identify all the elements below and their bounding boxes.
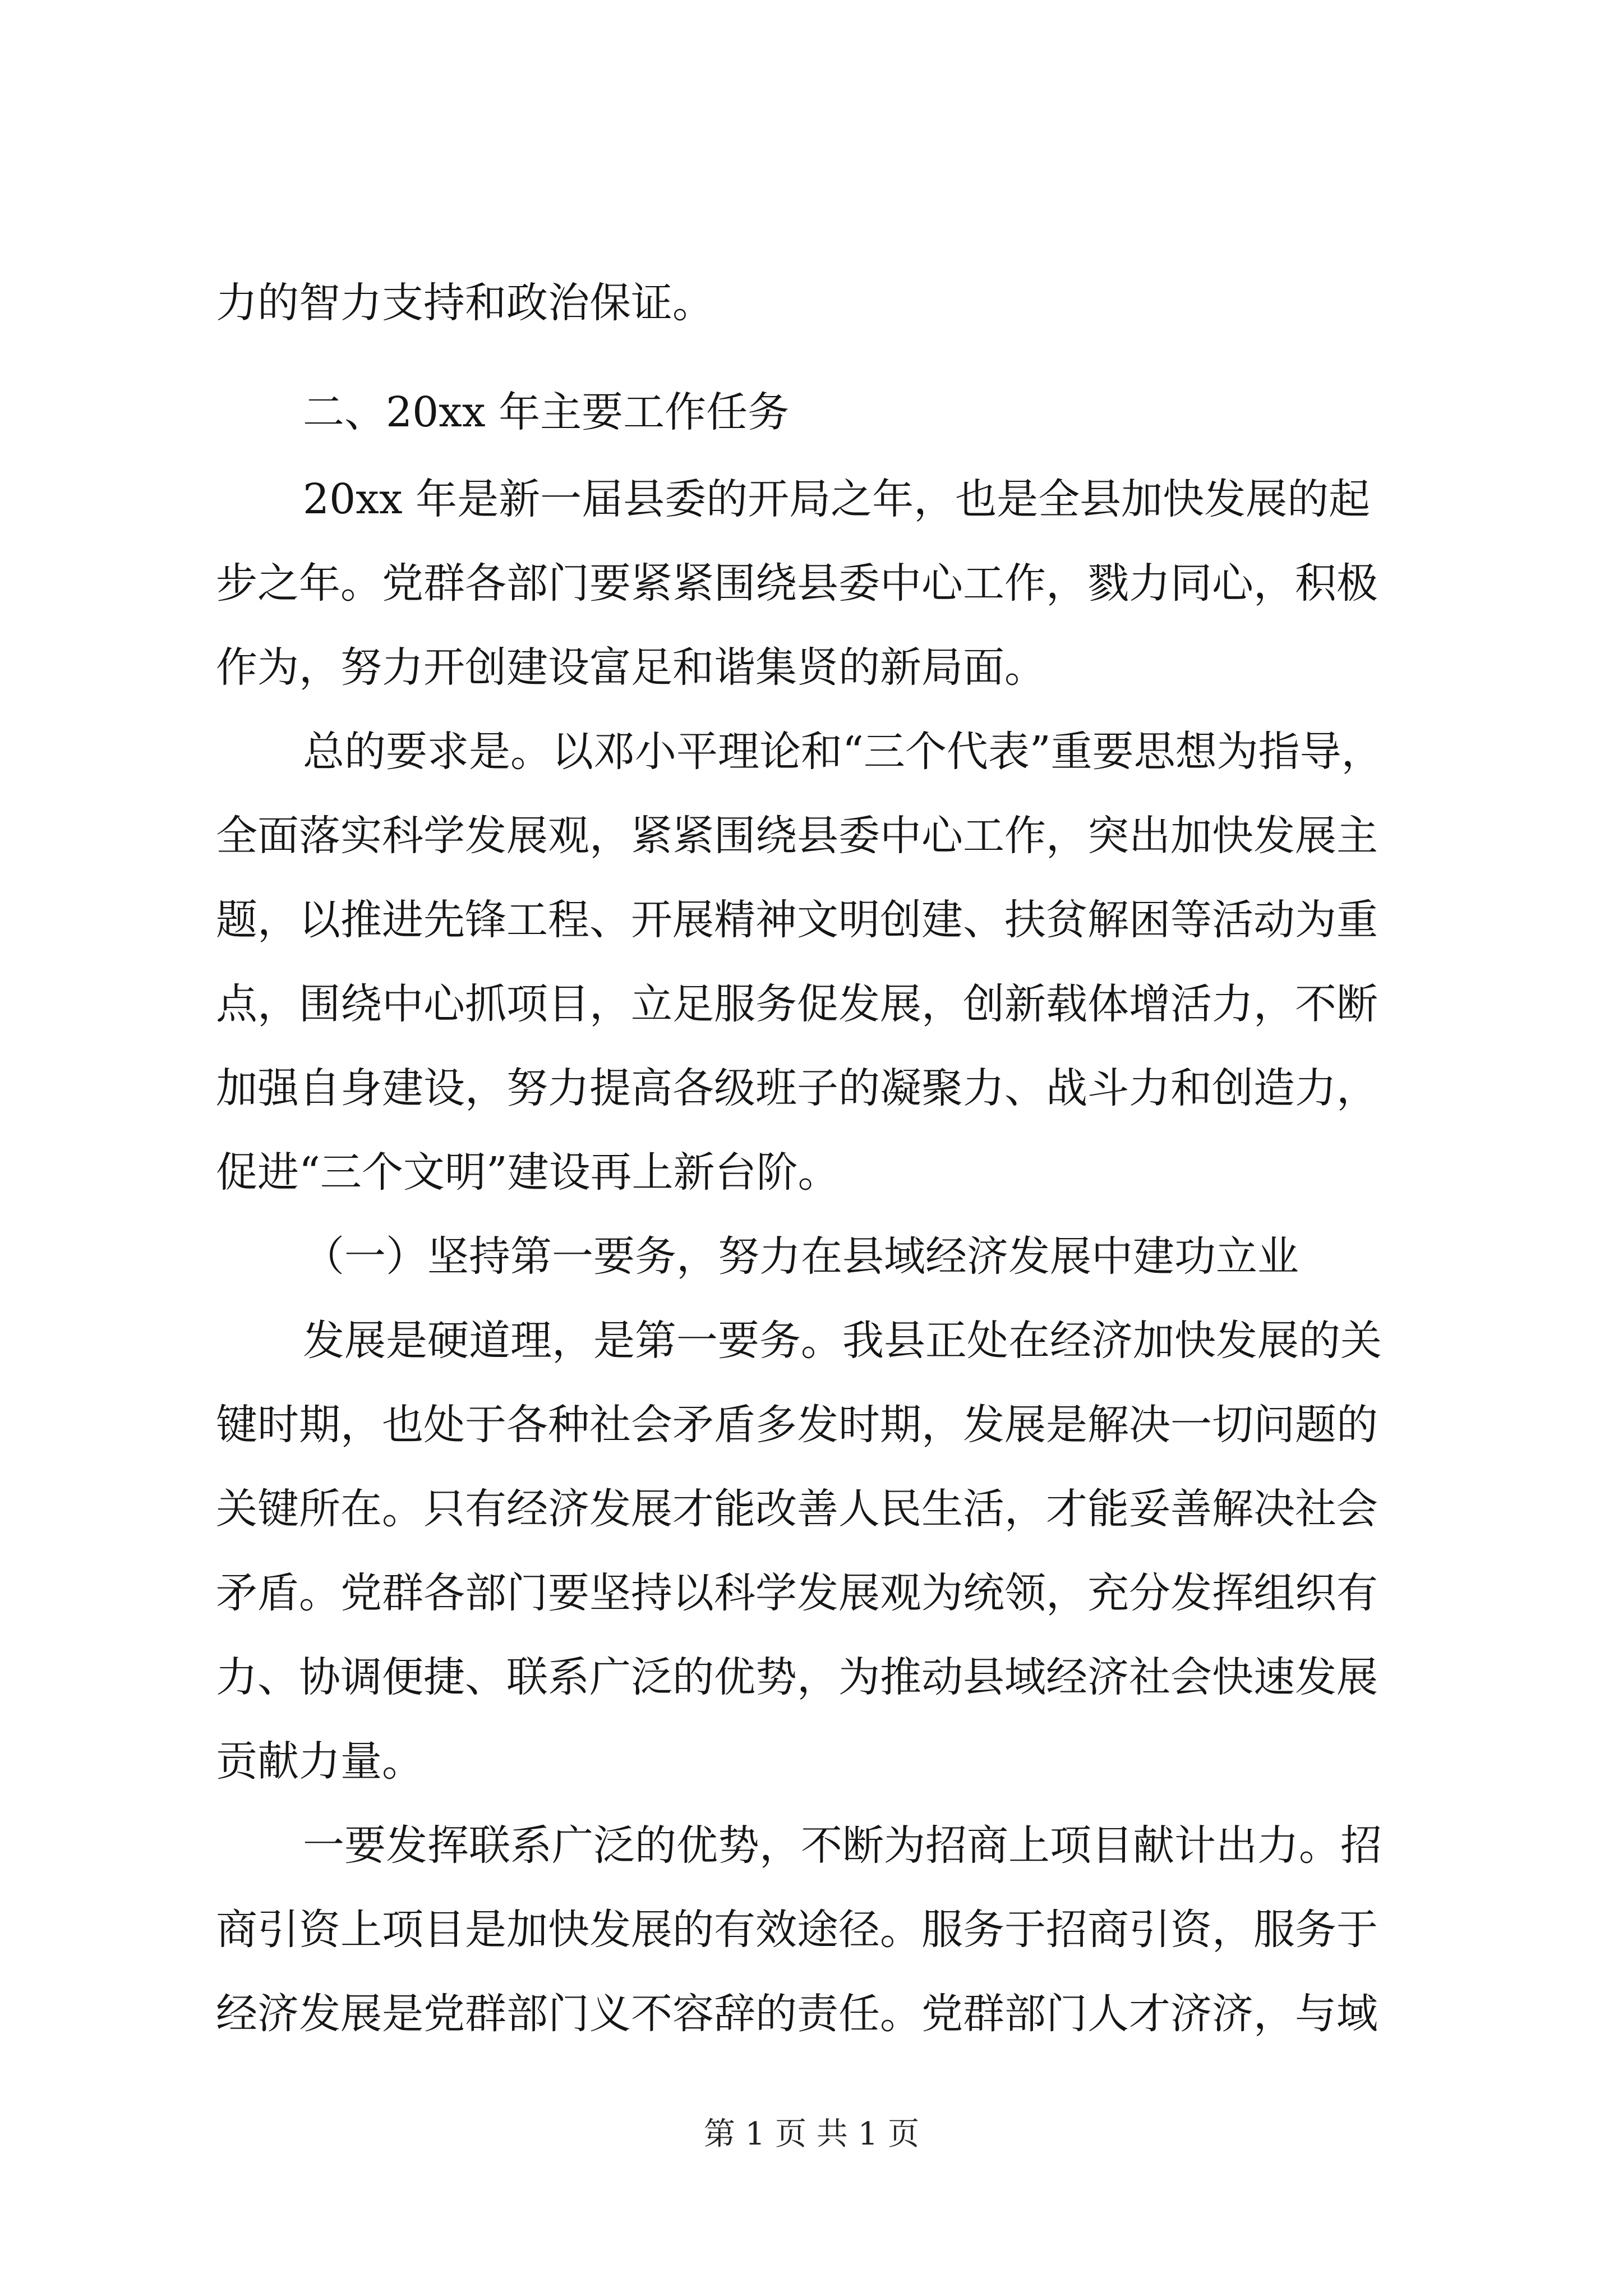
text-line-17: 力、协调便捷、联系广泛的优势，为推动县域经济社会快速发展 [216,1653,1378,1701]
text-line-6: 总的要求是。以邓小平理论和“三个代表”重要思想为指导， [303,728,1383,776]
text-line-11: 促进“三个文明”建设再上新台阶。 [216,1148,840,1197]
text-line-1: 力的智力支持和政治保证。 [216,279,714,327]
text-line-10: 加强自身建设，努力提高各级班子的凝聚力、战斗力和创造力， [216,1064,1378,1112]
text-line-20: 商引资上项目是加快发展的有效途径。服务于招商引资，服务于 [216,1906,1378,1954]
text-line-19: 一要发挥联系广泛的优势，不断为招商上项目献计出力。招 [303,1821,1382,1870]
text-line-8: 题，以推进先锋工程、开展精神文明创建、扶贫解困等活动为重 [216,896,1378,944]
text-line-21: 经济发展是党群部门义不容辞的责任。党群部门人才济济，与域 [216,1990,1378,2038]
text-line-5: 作为，努力开创建设富足和谐集贤的新局面。 [216,643,1046,692]
page-footer: 第 1 页 共 1 页 [703,2116,920,2152]
section-heading-2: 二、20xx 年主要工作任务 [303,388,790,436]
text-line-16: 矛盾。党群各部门要坚持以科学发展观为统领，充分发挥组织有 [216,1569,1378,1617]
text-line-14: 键时期，也处于各种社会矛盾多发时期，发展是解决一切问题的 [216,1401,1378,1449]
text-line-4: 步之年。党群各部门要紧紧围绕县委中心工作，戮力同心，积极 [216,559,1378,608]
text-line-7: 全面落实科学发展观，紧紧围绕县委中心工作，突出加快发展主 [216,812,1378,860]
text-line-15: 关键所在。只有经济发展才能改善人民生活，才能妥善解决社会 [216,1485,1378,1533]
section-heading-12: （一）坚持第一要务，努力在县域经济发展中建功立业 [303,1232,1299,1281]
text-line-18: 贡献力量。 [216,1737,423,1786]
text-line-3: 20xx 年是新一届县委的开局之年，也是全县加快发展的起 [303,475,1371,523]
text-line-9: 点，围绕中心抓项目，立足服务促发展，创新载体增活力，不断 [216,980,1378,1028]
text-line-13: 发展是硬道理，是第一要务。我县正处在经济加快发展的关 [303,1317,1382,1365]
